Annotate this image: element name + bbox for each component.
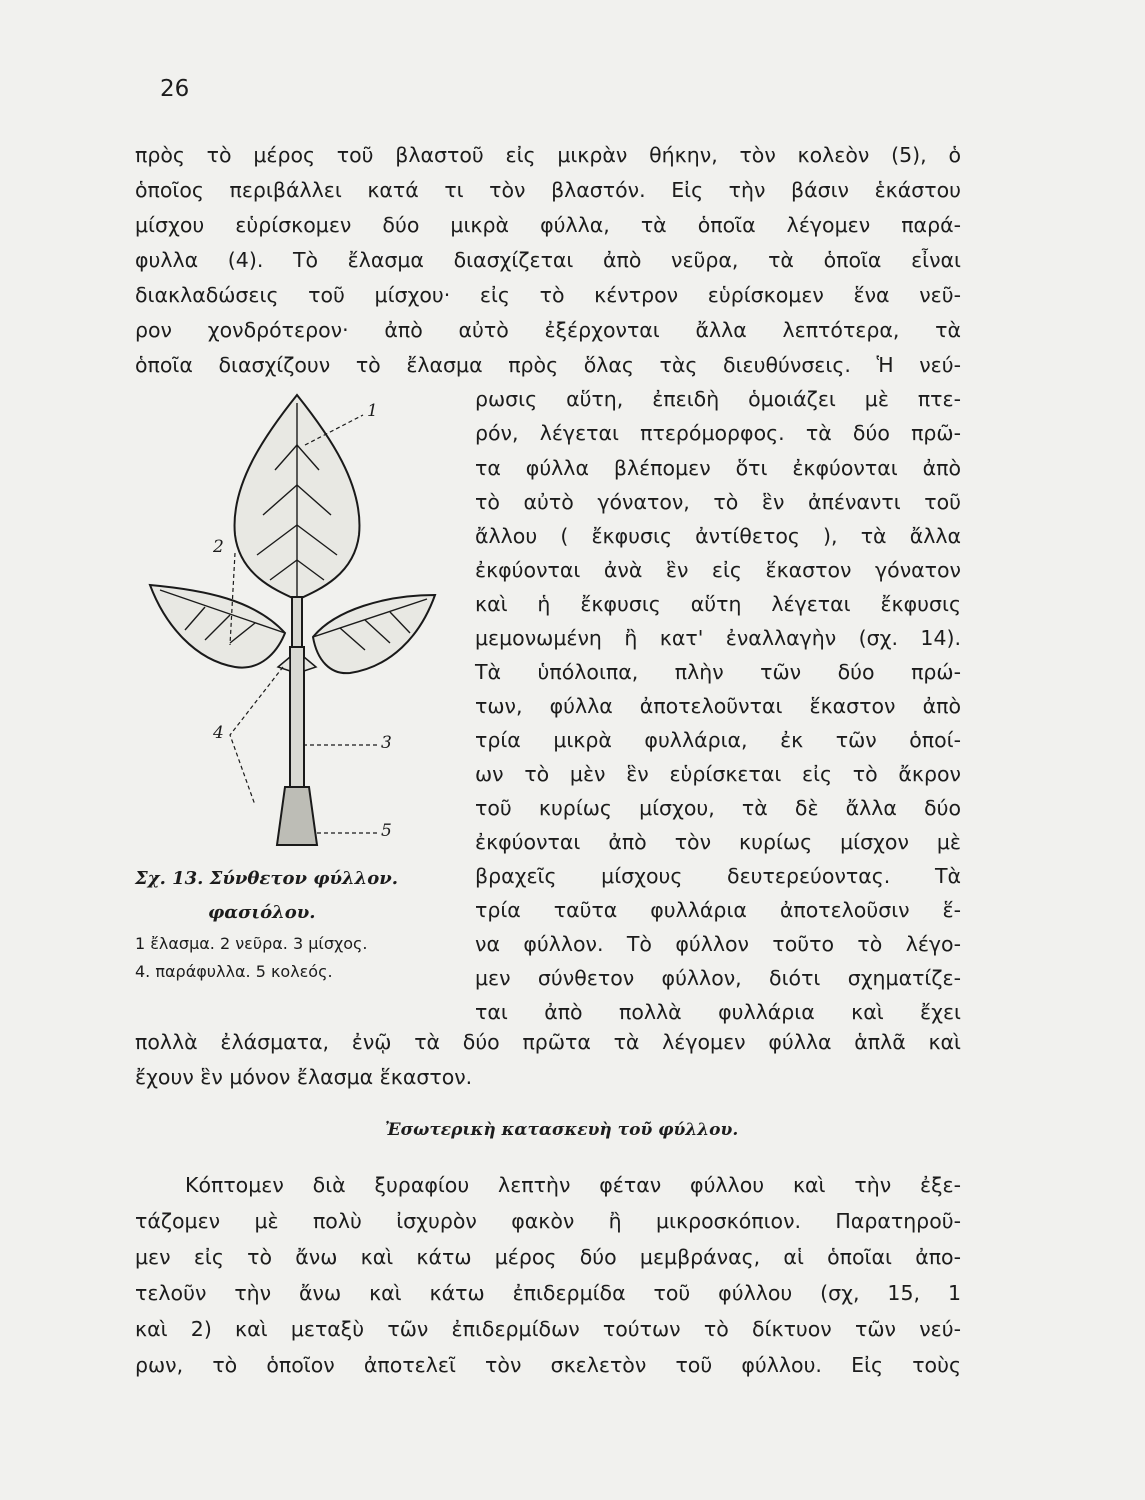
body-line: μεμονωμένη ἢ κατ' ἐναλλαγὴν (σχ. 14). bbox=[475, 626, 961, 650]
body-line: πρὸς τὸ μέρος τοῦ βλαστοῦ εἰς μικρὰν θήκην, τὸν κολεὸν (5), ὁ bbox=[135, 143, 961, 167]
figure-label-3: 3 bbox=[381, 733, 392, 753]
figure-label-2: 2 bbox=[213, 537, 224, 557]
body-line: Τὰ ὑπόλοιπα, πλὴν τῶν δύο πρώ- bbox=[475, 660, 961, 684]
body-line: βραχεῖς μίσχους δευτερεύοντας. Τὰ bbox=[475, 864, 961, 888]
body-line: μεν εἰς τὸ ἄνω καὶ κάτω μέρος δύο μεμβράνας, αἱ ὁποῖαι ἀπο- bbox=[135, 1245, 961, 1269]
body-line: φυλλα (4). Τὸ ἔλασμα διασχίζεται ἀπὸ νεῦρα, τὰ ὁποῖα εἶναι bbox=[135, 248, 961, 272]
body-line: τάζομεν μὲ πολὺ ἰσχυρὸν φακὸν ἢ μικροσκόπιον. Παρατηροῦ- bbox=[135, 1209, 961, 1233]
body-line: ρον χονδρότερον· ἀπὸ αὐτὸ ἐξέρχονται ἄλλα λεπτότερα, τὰ bbox=[135, 318, 961, 342]
body-line: ἄλλου ( ἔκφυσις ἀντίθετος ), τὰ ἄλλα bbox=[475, 524, 961, 548]
body-line: μεν σύνθετον φύλλον, διότι σχηματίζε- bbox=[475, 966, 961, 990]
body-line: τα φύλλα βλέπομεν ὅτι ἐκφύονται ἀπὸ bbox=[475, 456, 961, 480]
figure-legend: 4. παράφυλλα. 5 κολεός. bbox=[135, 962, 333, 981]
body-line: Κόπτομεν διὰ ξυραφίου λεπτὴν φέταν φύλλου καὶ τὴν ἐξε- bbox=[185, 1173, 961, 1197]
body-line: ὁποῖος περιβάλλει κατά τι τὸν βλαστόν. Εἰς τὴν βάσιν ἑκάστου bbox=[135, 178, 961, 202]
figure-caption-subtitle: φασιόλου. bbox=[208, 902, 316, 923]
body-line: ρωσις αὕτη, ἐπειδὴ ὁμοιάζει μὲ πτε- bbox=[475, 387, 961, 411]
figure-compound-leaf bbox=[135, 375, 455, 859]
body-line: τὸ αὐτὸ γόνατον, τὸ ἓν ἀπέναντι τοῦ bbox=[475, 490, 961, 514]
body-line: ἔχουν ἓν μόνον ἔλασμα ἕκαστον. bbox=[135, 1065, 473, 1089]
body-line: ων τὸ μὲν ἓν εὑρίσκεται εἰς τὸ ἄκρον bbox=[475, 762, 961, 786]
body-line: ρόν, λέγεται πτερόμορφος. τὰ δύο πρῶ- bbox=[475, 421, 961, 445]
figure-caption-title: Σχ. 13. Σύνθετον φύλλον. bbox=[135, 868, 398, 889]
body-line: καὶ ἡ ἔκφυσις αὕτη λέγεται ἔκφυσις bbox=[475, 592, 961, 616]
section-heading: Ἐσωτερικὴ κατασκευὴ τοῦ φύλλου. bbox=[385, 1120, 739, 1140]
body-line: ἐκφύονται ἀπὸ τὸν κυρίως μίσχον μὲ bbox=[475, 830, 961, 854]
body-line: πολλὰ ἐλάσματα, ἐνῷ τὰ δύο πρῶτα τὰ λέγομεν φύλλα ἁπλᾶ καὶ bbox=[135, 1030, 961, 1054]
body-line: τρία ταῦτα φυλλάρια ἀποτελοῦσιν ἕ- bbox=[475, 898, 961, 922]
body-line: μίσχου εὑρίσκομεν δύο μικρὰ φύλλα, τὰ ὁποῖα λέγομεν παρά- bbox=[135, 213, 961, 237]
body-line: τρία μικρὰ φυλλάρια, ἐκ τῶν ὁποί- bbox=[475, 728, 961, 752]
body-line: τοῦ κυρίως μίσχου, τὰ δὲ ἄλλα δύο bbox=[475, 796, 961, 820]
figure-label-5: 5 bbox=[381, 821, 392, 841]
figure-label-4: 4 bbox=[213, 723, 224, 743]
body-line: ἐκφύονται ἀνὰ ἓν εἰς ἕκαστον γόνατον bbox=[475, 558, 961, 582]
body-line: τελοῦν τὴν ἄνω καὶ κάτω ἐπιδερμίδα τοῦ φύλλου (σχ, 15, 1 bbox=[135, 1281, 961, 1305]
figure-label-1: 1 bbox=[367, 401, 378, 421]
body-line: καὶ 2) καὶ μεταξὺ τῶν ἐπιδερμίδων τούτων τὸ δίκτυον τῶν νεύ- bbox=[135, 1317, 961, 1341]
figure-legend: 1 ἔλασμα. 2 νεῦρα. 3 μίσχος. bbox=[135, 934, 368, 953]
body-line: να φύλλον. Τὸ φύλλον τοῦτο τὸ λέγο- bbox=[475, 932, 961, 956]
bean-leaf-illustration bbox=[135, 375, 455, 855]
body-line: ὁποῖα διασχίζουν τὸ ἔλασμα πρὸς ὅλας τὰς διευθύνσεις. Ἡ νεύ- bbox=[135, 353, 961, 377]
body-line: διακλαδώσεις τοῦ μίσχου· εἰς τὸ κέντρον εὑρίσκομεν ἕνα νεῦ- bbox=[135, 283, 961, 307]
body-line: ρων, τὸ ὁποῖον ἀποτελεῖ τὸν σκελετὸν τοῦ φύλλου. Εἰς τοὺς bbox=[135, 1353, 961, 1377]
body-line: ται ἀπὸ πολλὰ φυλλάρια καὶ ἔχει bbox=[475, 1000, 961, 1024]
body-line: των, φύλλα ἀποτελοῦνται ἕκαστον ἀπὸ bbox=[475, 694, 961, 718]
page-number: 26 bbox=[160, 76, 190, 102]
